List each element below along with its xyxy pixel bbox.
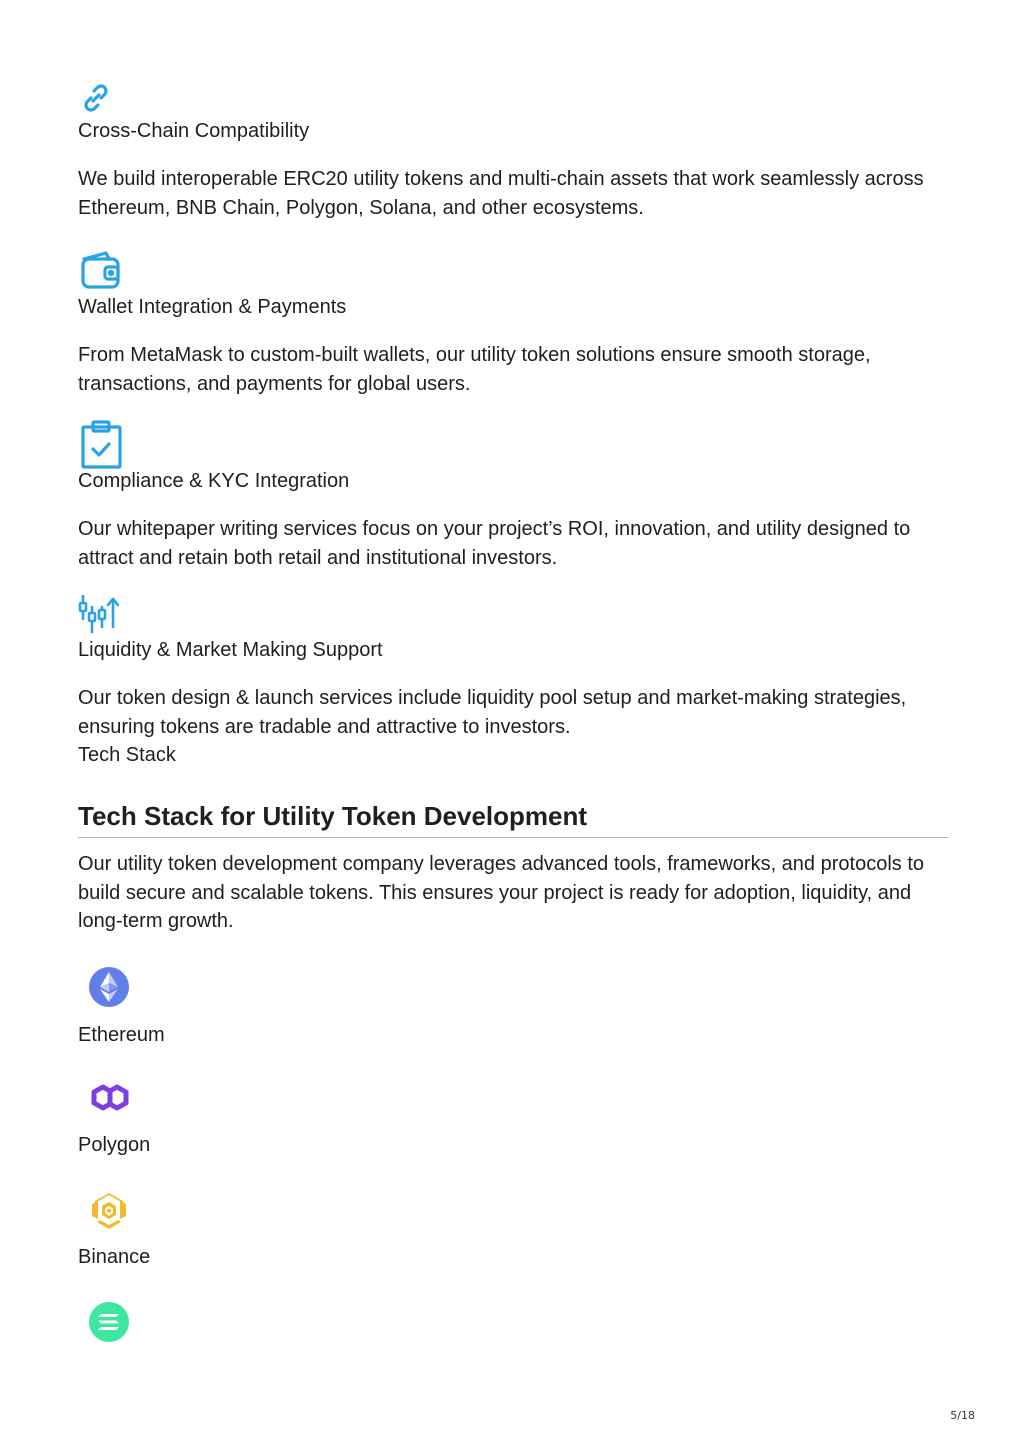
feature-title: Wallet Integration & Payments [78,296,347,318]
tech-stack-heading: Tech Stack for Utility Token Development [78,799,948,838]
tech-item-solana [78,1301,130,1354]
tech-stack-intro: Our utility token development company leverages advanced tools, frameworks, and protocols to build secure and scalable tokens. This ensures your project is ready for adoption, liquidity, and long-term growth. [78,853,924,932]
feature-description: Our token design & launch services include liquidity pool setup and market-making strategies, ensuring tokens are tradable and attractive to investors. [78,687,907,738]
candlestick-chart-icon [78,595,948,635]
tech-name: Binance [78,1246,151,1268]
wallet-icon [78,249,948,291]
feature-compliance [78,420,948,573]
tech-name: Polygon [78,1134,151,1156]
feature-description: Our whitepaper writing services focus on your project’s ROI, innovation, and utility designed to attract and retain both retail and institutional investors. [78,518,911,569]
feature-wallet [78,249,948,399]
tech-item-ethereum [78,966,165,1048]
polygon-logo-icon [88,1077,150,1124]
tech-item-polygon [78,1077,150,1158]
clipboard-check-icon [78,420,948,470]
chain-link-icon [78,80,948,116]
tech-name: Ethereum [78,1024,165,1046]
feature-description: We build interoperable ERC20 utility tokens and multi-chain assets that work seamlessly across Ethereum, BNB Chain, Polygon, Solana, and other ecosystems. [78,168,924,219]
solana-logo-icon [88,1301,130,1348]
page-number: 5/18 [950,1409,975,1422]
feature-title: Compliance & KYC Integration [78,470,350,492]
feature-title: Cross-Chain Compatibility [78,120,310,142]
feature-description: From MetaMask to custom-built wallets, our utility token solutions ensure smooth storage, transactions, and payments for global users. [78,344,871,395]
tech-stack-label: Tech Stack [78,744,176,766]
feature-cross-chain [78,80,948,223]
binance-logo-icon [88,1190,150,1237]
feature-liquidity [78,595,948,742]
ethereum-logo-icon [88,966,165,1013]
feature-title: Liquidity & Market Making Support [78,639,383,661]
tech-item-binance [78,1190,150,1270]
